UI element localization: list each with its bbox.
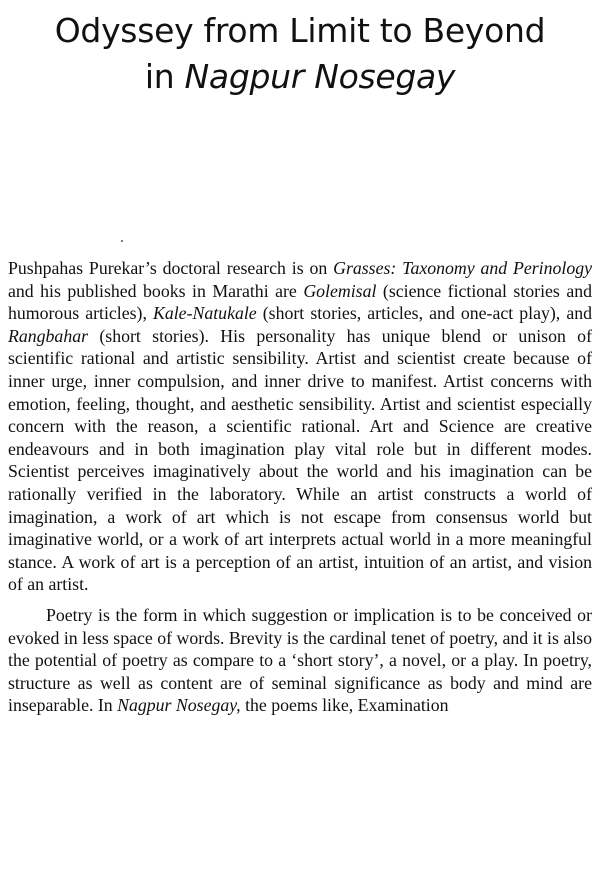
paragraph-1-italic-4: Rangbahar (8, 325, 89, 346)
paragraph-1-italic-2: Golemisal (303, 280, 377, 301)
paragraph-1-text-2: and his published books in Marathi are (8, 280, 304, 301)
paragraph-1-italic-1: Grasses: Taxonomy and Perinology (333, 258, 593, 278)
chapter-title (0, 8, 600, 100)
paragraph-1 (8, 257, 592, 596)
paragraph-1-text-3: (science fictional stories and humorous articles), (8, 280, 592, 324)
paragraph-1-text-4: (short stories, articles, and one-act play), and (256, 303, 592, 324)
paragraph-2-text-2: the poems like, Examination (240, 695, 449, 716)
chapter-body (8, 257, 592, 717)
paragraph-1-text-5: (short stories). His personality has unique blend or unison of scientific rational and artistic sensibility. Artist and scientist create because of inner urge, inner compulsion, and inner drive to manifest. Artist concerns with emotion, feeling, thought, and aesthetic sensibility. Artist and scientist especially concern with the reason, a scientific rational. Art and Science are creative endeavours and in both imagination play vital role but in different modes. Scientist perceives imaginatively about the world and his imagination can be rationally verified in the laboratory. While an artist constructs a world of imagination, a work of art which is not escape from consensus world but imaginative world, or a work of art interprets actual world in a more meaningful stance. A work of art is a perception of an artist, intuition of an artist, and vision of an artist. (8, 325, 592, 595)
chapter-title-line2-prefix: in (144, 57, 185, 96)
paragraph-2-text-1: Poetry is the form in which suggestion or implication is to be conceived or evoked in less space of words. Brevity is the cardinal tenet of poetry, and it is also the potential of poetry as compare to a ‘short story’, a novel, or a play. In poetry, structure as well as content are of seminal significance as body and mind are inseparable. In (8, 604, 592, 716)
paragraph-1-text-1: Pushpahas Purekar’s doctoral research is on (8, 258, 334, 278)
chapter-title-book-name: Nagpur Nosegay (184, 57, 456, 96)
paragraph-2 (8, 604, 592, 717)
chapter-title-line1: Odyssey from Limit to Beyond (54, 11, 546, 50)
paragraph-1-italic-3: Kale-Natukale (152, 303, 257, 324)
paragraph-2-italic-1: Nagpur Nosegay, (117, 695, 241, 716)
scan-speck (121, 240, 123, 242)
